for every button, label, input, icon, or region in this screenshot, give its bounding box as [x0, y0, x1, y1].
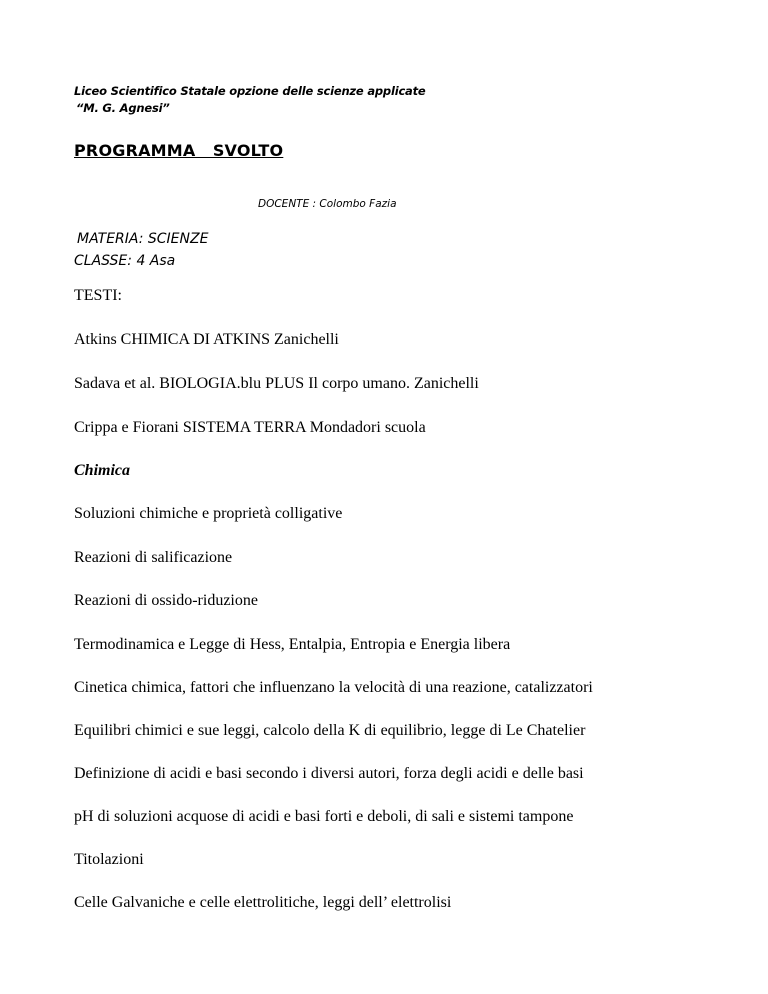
book-item: Atkins CHIMICA DI ATKINS Zanichelli: [74, 331, 339, 348]
topic-item: pH di soluzioni acquose di acidi e basi forti e deboli, di sali e sistemi tampone: [74, 808, 574, 825]
topic-item: Reazioni di salificazione: [74, 549, 233, 566]
book-item: Crippa e Fiorani SISTEMA TERRA Mondadori scuola: [74, 419, 426, 436]
texts-heading: TESTI:: [74, 287, 122, 304]
school-subtitle: “M. G. Agnesi”: [76, 101, 170, 115]
topic-item: Termodinamica e Legge di Hess, Entalpia, Entropia e Energia libera: [74, 636, 511, 653]
topic-item: Cinetica chimica, fattori che influenzano la velocità di una reazione, catalizzatori: [74, 679, 593, 696]
topic-item: Soluzioni chimiche e proprietà colligative: [74, 505, 343, 522]
teacher-label: DOCENTE : Colombo Fazia: [258, 198, 397, 210]
subject-label: MATERIA: SCIENZE: [77, 231, 209, 247]
topic-item: Reazioni di ossido-riduzione: [74, 592, 258, 609]
topic-item: Definizione di acidi e basi secondo i diversi autori, forza degli acidi e delle basi: [74, 765, 584, 782]
topic-item: Titolazioni: [74, 851, 144, 868]
section-heading-chimica: Chimica: [74, 462, 131, 479]
topic-item: Equilibri chimici e sue leggi, calcolo della K di equilibrio, legge di Le Chatelier: [74, 722, 586, 739]
page-title: PROGRAMMA SVOLTO: [74, 141, 284, 160]
class-label: CLASSE: 4 Asa: [74, 253, 176, 269]
school-name: Liceo Scientifico Statale opzione delle scienze applicate: [74, 84, 426, 98]
book-item: Sadava et al. BIOLOGIA.blu PLUS Il corpo umano. Zanichelli: [74, 375, 479, 392]
topic-item: Celle Galvaniche e celle elettrolitiche, leggi dell’ elettrolisi: [74, 894, 452, 911]
